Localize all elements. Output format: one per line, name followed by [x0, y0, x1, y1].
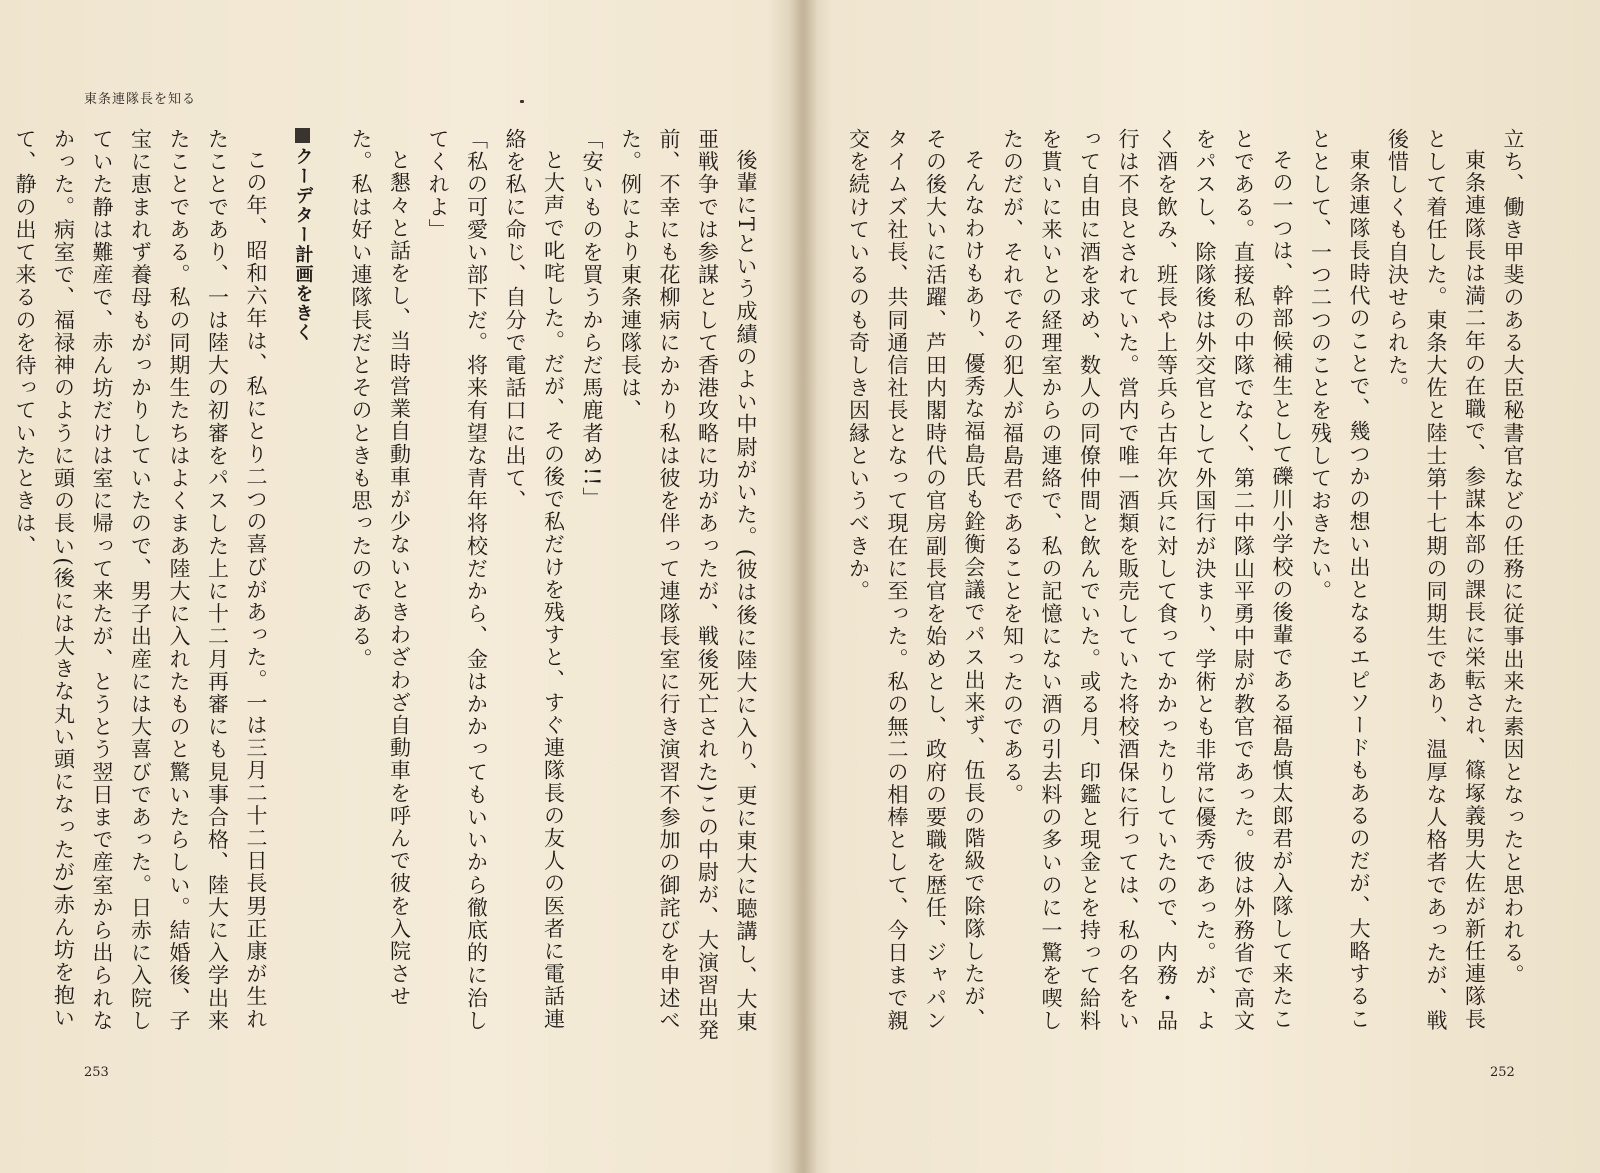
ink-speck	[520, 100, 524, 103]
paragraph: と大声で叱咤した。だが、その後で私だけを残すと、すぐ連隊長の友人の医者に電話連絡を私に命じ、自分で電話口に出て、	[503, 128, 566, 1031]
section-heading-text: クーデター計画をきく	[292, 147, 314, 343]
quote-line: 「安いものを買うからだ馬鹿者め!!」	[580, 128, 604, 510]
paragraph: そんなわけもあり、優秀な福島氏も銓衡会議でパス出来ず、伍長の階級で除隊したが、その後大いに活躍、芦田内閣時代の官房副長官を始めとし、政府の要職を歴任、ジャパンタイムズ社長、共同通信社長となって現在に至った。私の無二の相棒として、今日まで親交を続けているのも奇しき因縁というべきか。	[846, 128, 986, 1032]
left-page-text	[13, 128, 765, 1048]
heading-square-icon	[295, 128, 310, 143]
right-page-text	[846, 128, 1532, 1048]
paragraph: と懇々と話をし、当時営業自動車が少ないときわざわざ自動車を呼んで彼を入院させた。私は好い連隊長だとそのときも思ったのである。	[349, 128, 412, 1008]
section-gap	[322, 128, 342, 1048]
paragraph-continued: 立ち、働き甲斐のある大臣秘書官などの任務に従事出来た素因となったと思われる。	[1501, 128, 1525, 987]
page-number: 253	[84, 1065, 109, 1080]
paragraph: 東条連隊長時代のことで、幾つかの想い出となるエピソードもあるのだが、大略することとして、一つ二つのことを残しておきたい。	[1308, 128, 1371, 1031]
paragraph: 東条連隊長は満二年の在職で、参謀本部の課長に栄転され、篠塚義男大佐が新任連隊長として着任した。東条大佐と陸士第十七期の同期生であり、温厚な人格者であったが、戦後惜しくも自決せられた。	[1385, 128, 1487, 1032]
paragraph: この年、昭和六年は、私にとり二つの喜びがあった。一は三月二十二日長男正康が生れたことであり、一は陸大の初審をパスした上に十二月再審にも見事合格、陸大に入学出来たことである。私の同期生たちはよくまあ陸大に入れたものと驚いたらしい。結婚後、子宝に恵まれず養母もがっかりしていたので、男子出産には大喜びであった。日赤に入院していた静は難産で、赤ん坊だけは室に帰って来たが、とうとう翌日まで産室から出られなかった。病室で、福禄神のように頭の長い(後には大きな丸い頭になったが)赤ん坊を抱いて、静の出て来るのを待っていたときは、	[13, 128, 268, 1032]
running-header: 東条連隊長を知る	[84, 92, 197, 107]
paragraph: その一つは、幹部候補生として礫川小学校の後輩である福島慎太郎君が入隊して来たことである。直接私の中隊でなく、第二中隊山平勇中尉が教官であった。彼は外務省で高文をパスし、除隊後は外交官として外国行が決まり、学術とも非常に優秀であった。が、よく酒を飲み、班長や上等兵ら古年次兵に対して食ってかかったりしていたので、内務・品行は不良とされていた。営内で唯一酒類を販売していた将校酒保に行っては、私の名をいって自由に酒を求め、数人の同僚仲間と飲んでいた。或る月、印鑑と現金とを持って給料を貰いに来いとの経理室からの連絡で、私の記憶にない酒の引去料の多いのに一驚を喫したのだが、それでその犯人が福島君であることを知ったのである。	[1000, 128, 1294, 1032]
paragraph: 後輩にTという成績のよい中尉がいた。(彼は後に陸大に入り、更に東大に聴講し、大東亜戦争では参謀として香港攻略に功があったが、戦後死亡された)この中尉が、大演習出発前、不幸にも花柳病にかかり私は彼を伴って連隊長室に行き演習不参加の御詫びを申述べた。例により東条連隊長は、	[618, 128, 758, 1042]
section-heading	[283, 128, 322, 1048]
quote-line: 「私の可愛い部下だ。将来有望な青年将校だから、金はかかってもいいから徹底的に治してくれよ」	[426, 128, 489, 1032]
page-number: 252	[1490, 1065, 1515, 1080]
